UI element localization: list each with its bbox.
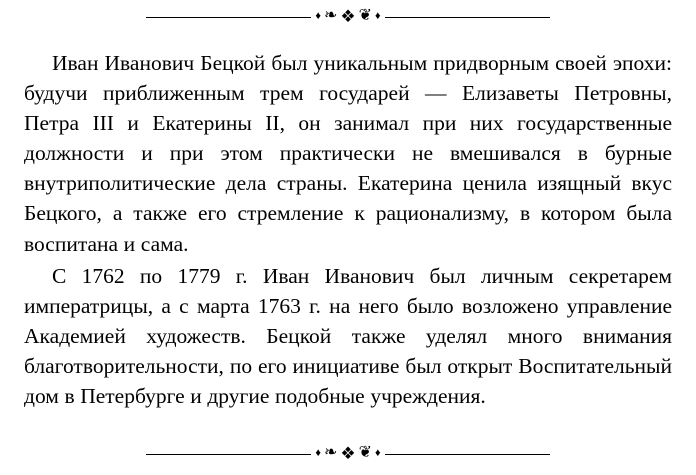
diamond-center-icon: ❖ (340, 443, 356, 463)
divider-rule-left (146, 454, 311, 455)
paragraph: С 1762 по 1779 г. Иван Иванович был личным секретарем императрицы, а с марта 1763 г. на него было возложено управление Академией художеств. Бецкой также уделял много внимания благотворительности, по его инициативе был открыт Воспитательный дом в Петербурге и другие подобные учреждения. (24, 263, 672, 409)
divider-rule-left (146, 17, 311, 18)
ornament-center-bottom (315, 443, 381, 463)
fleuron-left-icon: ❧ (323, 7, 338, 24)
diamond-dot-left-icon: ♦ (315, 9, 321, 22)
ornament-divider-top (18, 4, 678, 30)
diamond-center-icon: ❖ (340, 6, 356, 26)
diamond-dot-right-icon: ♦ (375, 9, 381, 22)
diamond-dot-left-icon: ♦ (315, 446, 321, 459)
fleuron-left-icon: ❧ (323, 444, 338, 461)
divider-rule-right (385, 17, 550, 18)
fleuron-right-icon: ❦ (358, 7, 373, 24)
fleuron-right-icon: ❦ (358, 444, 373, 461)
divider-rule-right (385, 454, 550, 455)
paragraph: Иван Иванович Бецкой был уникальным придворным своей эпохи: будучи приближенным трем государей — Елизаветы Петровны, Петра III и Екатерины II, он занимал при них государственные должности и при этом практически не вмешивался в бурные внутриполитические дела страны. Екатерина ценила изящный вкус Бецкого, а также его стремление к рационализму, в котором была воспитана и сама. (24, 51, 672, 256)
ornament-divider-bottom (18, 441, 678, 467)
diamond-dot-right-icon: ♦ (375, 446, 381, 459)
ornament-center-top (315, 6, 381, 26)
body-text (18, 48, 678, 411)
